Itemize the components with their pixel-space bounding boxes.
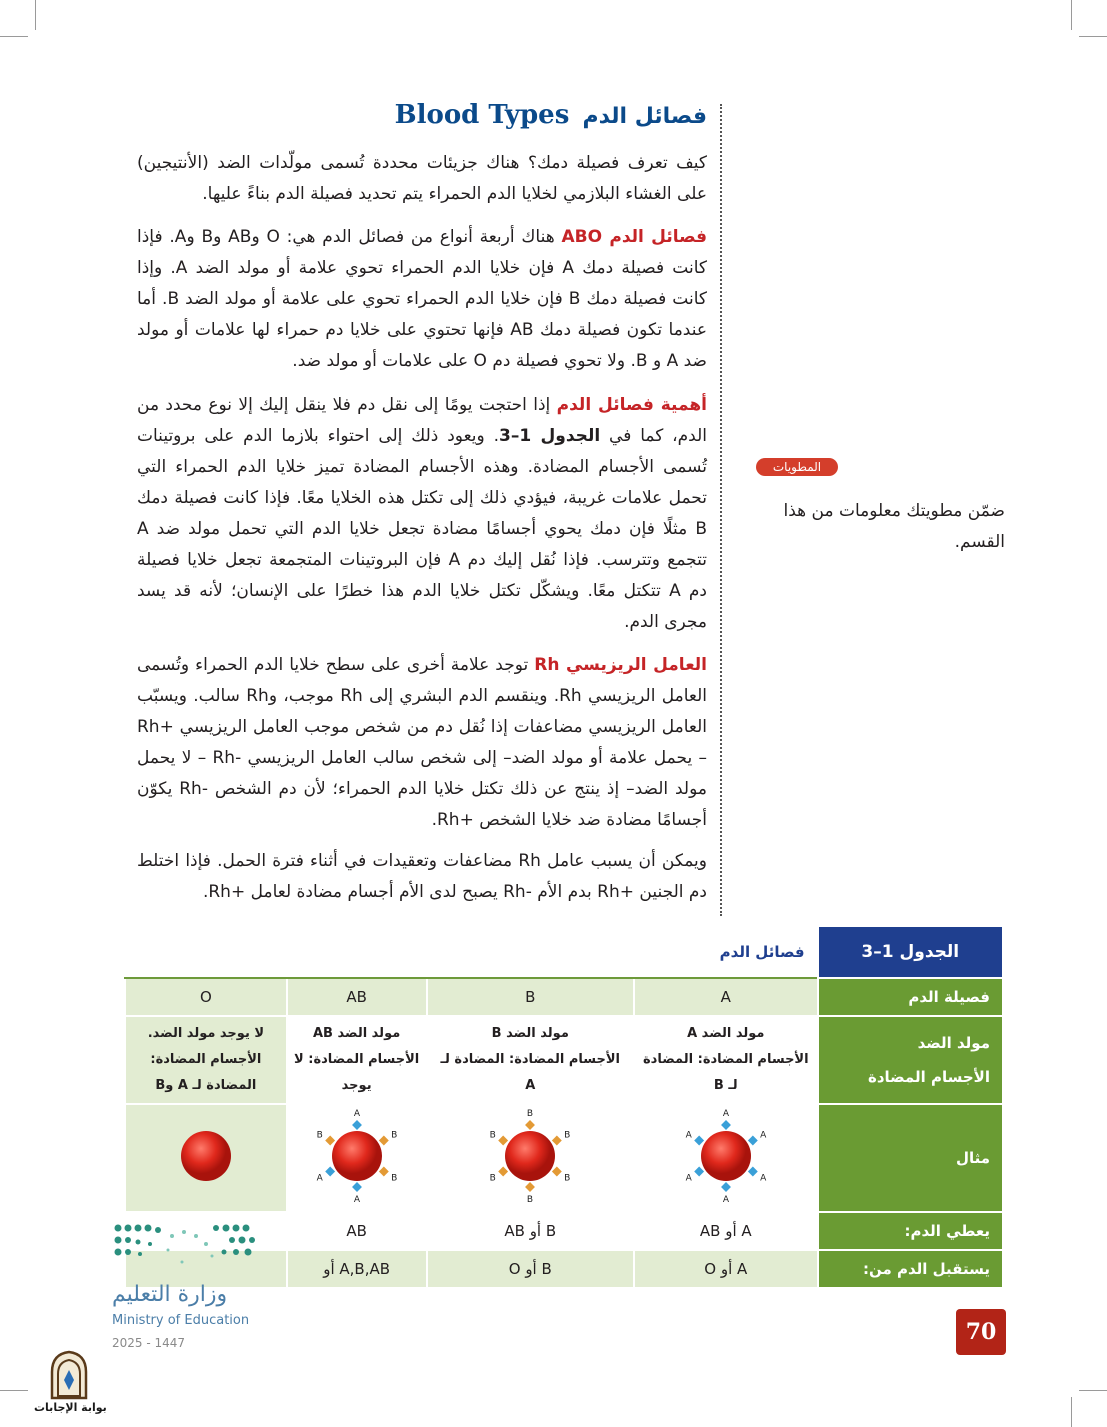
- table-number: الجدول 1–3: [818, 926, 1003, 978]
- abo-text: هناك أربعة أنواع من فصائل الدم هي: O وAB وB وA. فإذا كانت فصيلة دمك A فإن خلايا الدم الحمراء تحوي علامة أو مولد الضد A. وإذا كانت فصيلة دمك B فإن خلايا الدم الحمراء تحوي على علامة أو مولد الضد B. أما عندما تكون فصيلة دمك AB فإنها تحتوي على خلايا دم حمراء لها علامات أو مولد ضد A و B. ولا تحوي فصيلة دم O على علامات أو مولد ضد.: [137, 227, 707, 371]
- section-title-ar: فصائل الدم: [582, 104, 707, 129]
- antigen-label: A: [353, 1195, 360, 1205]
- row-label-antigen-antibodies: [818, 1016, 1003, 1104]
- page-number: 70: [956, 1309, 1006, 1355]
- antigen-label: B: [527, 1195, 534, 1205]
- row-label-gives: يعطي الدم:: [818, 1212, 1003, 1250]
- antigen-marker: [352, 1182, 362, 1192]
- crop-mark: [1079, 1390, 1107, 1391]
- red-blood-cell-a-illustration: [676, 1106, 776, 1206]
- antigen-label: B: [489, 1173, 497, 1184]
- row-label-type: فصيلة الدم: [818, 978, 1003, 1016]
- rh-paragraph: [137, 650, 707, 836]
- red-blood-cell: [701, 1131, 751, 1181]
- intro-paragraph: [137, 148, 707, 210]
- antigen-label: A: [685, 1130, 692, 1141]
- antigen-text: مولد الضد AB: [312, 1026, 401, 1041]
- antigen-label: B: [390, 1173, 397, 1184]
- antigen-marker: [694, 1167, 704, 1177]
- antigen-marker: [694, 1136, 704, 1146]
- antigen-marker: [552, 1167, 562, 1177]
- section-title-en: Blood Types: [394, 100, 570, 130]
- ministry-logo-dots: [112, 1222, 258, 1272]
- antigen-cell: [634, 1016, 818, 1104]
- antigen-label: B: [564, 1173, 571, 1184]
- pregnancy-paragraph: [137, 846, 707, 908]
- site-logo-icon: [48, 1350, 90, 1400]
- type-cell: AB: [287, 978, 427, 1016]
- antigen-label: B: [489, 1130, 497, 1141]
- importance-paragraph: [137, 390, 707, 638]
- ministry-name-ar: وزارة التعليم: [112, 1282, 228, 1307]
- antigen-cell: [427, 1016, 634, 1104]
- antigen-marker: [352, 1120, 362, 1130]
- antigen-text: مولد الضد B: [491, 1026, 569, 1041]
- red-blood-cell: [505, 1131, 555, 1181]
- antigen-marker: [325, 1167, 335, 1177]
- crop-mark: [35, 0, 36, 30]
- section-title: [227, 100, 707, 130]
- abo-paragraph: [137, 222, 707, 377]
- column-divider: [720, 104, 722, 916]
- crop-mark: [0, 36, 28, 37]
- antigen-label: A: [722, 1195, 729, 1205]
- antigen-text: لا يوجد مولد الضد.: [147, 1026, 265, 1041]
- antigen-marker: [721, 1182, 731, 1192]
- red-blood-cell-ab-illustration: [307, 1106, 407, 1206]
- antibody-text: الأجسام المضادة: المضادة لـ A: [440, 1052, 620, 1093]
- receives-cell: B أو O: [427, 1250, 634, 1288]
- site-label: بوابة الإجابات: [34, 1401, 107, 1414]
- gives-cell: AB: [287, 1212, 427, 1250]
- antigen-label: B: [390, 1130, 397, 1141]
- rh-text: توجد علامة أخرى على سطح خلايا الدم الحمراء وتُسمى العامل الريزيسي Rh. وينقسم الدم البشري إلى Rh موجب، وRh سالب. ويسبّب العامل الريزيسي مضاعفات إذا نُقل دم من شخص موجب العامل الريزيسي +Rh – يحمل علامة أو مولد الضد– إلى شخص سالب العامل الريزيسي ‑Rh – لا يحمل مولد الضد– إذ ينتج عن ذلك تكتل خلايا الدم الحمراء؛ لأن دم الشخص ‑Rh يكوّن أجسامًا مضادة ضد خلايا الشخص +Rh.: [137, 655, 708, 830]
- ministry-name-en: Ministry of Education: [112, 1313, 250, 1328]
- antigen-marker: [552, 1136, 562, 1146]
- antibody-text: الأجسام المضادة: لا يوجد: [294, 1052, 420, 1093]
- type-cell: O: [125, 978, 287, 1016]
- antigen-marker: [748, 1167, 758, 1177]
- type-cell: B: [427, 978, 634, 1016]
- antigen-text: مولد الضد A: [687, 1026, 765, 1041]
- antigen-label: A: [722, 1109, 729, 1119]
- antigen-label: B: [527, 1109, 534, 1119]
- row-label-example: مثال: [818, 1104, 1003, 1212]
- antigen-marker: [525, 1182, 535, 1192]
- receives-cell: A,B,AB أو: [287, 1250, 427, 1288]
- red-blood-cell-b-illustration: [480, 1106, 580, 1206]
- crop-mark: [1079, 36, 1107, 37]
- foldables-badge: المطويات: [756, 458, 838, 476]
- antigen-marker: [525, 1120, 535, 1130]
- red-blood-cell: [181, 1131, 231, 1181]
- type-cell: A: [634, 978, 818, 1016]
- antibody-text: الأجسام المضادة: المضادة لـ A وB: [150, 1052, 262, 1093]
- antigen-cell: [287, 1016, 427, 1104]
- antigen-marker: [379, 1136, 389, 1146]
- antibody-text: الأجسام المضادة: المضادة لـ B: [643, 1052, 809, 1093]
- antigen-marker: [748, 1136, 758, 1146]
- example-cell: [125, 1104, 287, 1212]
- antigen-cell: [125, 1016, 287, 1104]
- row-label-receives: يستقبل الدم من:: [818, 1250, 1003, 1288]
- red-blood-cell: [332, 1131, 382, 1181]
- antigen-label: A: [759, 1130, 767, 1141]
- example-cell: [427, 1104, 634, 1212]
- receives-cell: A أو O: [634, 1250, 818, 1288]
- gives-cell: B أو AB: [427, 1212, 634, 1250]
- importance-heading: أهمية فصائل الدم: [556, 395, 707, 415]
- intro-text: كيف تعرف فصيلة دمك؟ هناك جزيئات محددة تُسمى مولّدات الضد (الأنتيجين) على الغشاء البلازمي لخلايا الدم الحمراء يتم تحديد فصيلة الدم بناءً عليها.: [137, 153, 707, 204]
- antigen-marker: [325, 1136, 335, 1146]
- importance-text-after: . ويعود ذلك إلى احتواء بلازما الدم على بروتينات تُسمى الأجسام المضادة. وهذه الأجسام المضادة تميز خلايا الدم الحمراء التي تحمل علامات غريبة، فيؤدي ذلك إلى تكتل هذه الخلايا معًا. فإذا كانت فصيلة دمك B مثلًا فإن دمك يحوي أجسامًا مضادة تجعل خلايا الدم التي تحمل مولد ضد A تتجمع وتترسب. فإذا نُقل إليك دم A فإن البروتينات المتجمعة تجعل خلايا فصيلة دم A تتكتل معًا. ويشكّل تكتل خلايا الدم هذا خطرًا على الإنسان؛ لأنه قد يسد مجرى الدم.: [137, 426, 707, 632]
- crop-mark: [1071, 0, 1072, 30]
- crop-mark: [0, 1390, 28, 1391]
- table-reference: الجدول 1–3: [498, 426, 601, 446]
- importance-text-before: إذا احتجت يومًا إلى نقل دم فلا ينقل إليك إلا نوع محدد من الدم، كما في: [137, 395, 707, 446]
- pregnancy-text: ويمكن أن يسبب عامل Rh مضاعفات وتعقيدات في أثناء فترة الحمل. فإذا اختلط دم الجنين +Rh بدم الأم ‑Rh يصبح لدى الأم أجسام مضادة لعامل +Rh.: [137, 851, 707, 902]
- crop-mark: [1071, 1397, 1072, 1427]
- antigen-label: A: [316, 1173, 323, 1184]
- antigen-marker: [721, 1120, 731, 1130]
- antigen-marker: [498, 1167, 508, 1177]
- red-blood-cell-o-illustration: [156, 1106, 256, 1206]
- rh-heading: العامل الريزيسي Rh: [534, 655, 708, 675]
- antigen-label: A: [759, 1173, 767, 1184]
- example-cell: [287, 1104, 427, 1212]
- ministry-year: 2025 - 1447: [112, 1336, 186, 1350]
- example-cell: [634, 1104, 818, 1212]
- table-title: فصائل الدم: [125, 926, 818, 978]
- antigen-marker: [498, 1136, 508, 1146]
- row-label-antibodies: الأجسام المضادة: [867, 1068, 990, 1086]
- antigen-label: A: [685, 1173, 692, 1184]
- antigen-label: A: [353, 1109, 360, 1119]
- antigen-label: B: [316, 1130, 323, 1141]
- gives-cell: A أو AB: [634, 1212, 818, 1250]
- abo-heading: فصائل الدم ABO: [561, 227, 707, 247]
- foldables-note: ضمّن مطويتك معلومات من هذا القسم.: [783, 501, 1005, 552]
- antigen-marker: [379, 1167, 389, 1177]
- antigen-label: B: [564, 1130, 571, 1141]
- row-label-antigen: مولد الضد: [917, 1034, 990, 1052]
